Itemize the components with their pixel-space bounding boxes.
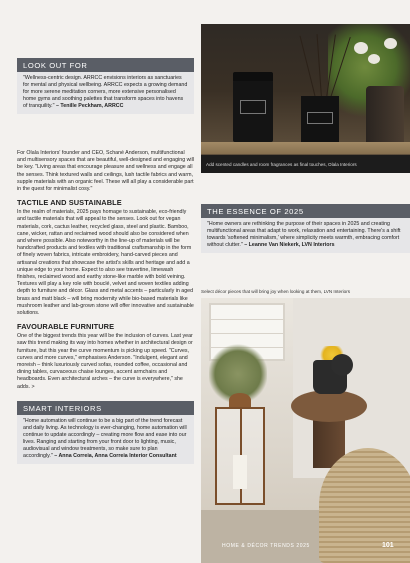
smart-interiors-body [17, 415, 194, 461]
wooden-tray [201, 142, 410, 154]
look-out-for-body [17, 72, 194, 111]
vase-image [366, 86, 404, 146]
essence-quote: "Home owners are rethinking the purpose of their spaces in 2025 and creating multifunctional areas that adapt to work, relaxation and entertaining. There's a shift towards 'softened minimalism,' where simplicity meets warmth, embracing comfort without clutter." [207, 221, 401, 248]
look-out-for-box [17, 58, 194, 114]
look-out-for-quote: "Wellness-centric design. ARRCC envisions interiors as sanctuaries for mental and physical wellbeing. ARRCC expects a growing demand for more serene meditation corners, more extensive personalised home gyms and soothing palettes that transform spaces into havens of tranquility." [23, 75, 188, 109]
magazine-footer: HOME & DÉCOR TRENDS 2025 [222, 543, 310, 549]
look-out-for-attribution: – Tenille Peckham, ARRCC [56, 102, 124, 109]
black-sphere-decor [331, 354, 353, 376]
essence-heading: THE ESSENCE OF 2025 [201, 204, 410, 218]
woven-basket-image [319, 448, 410, 563]
smart-interiors-heading: SMART INTERIORS [17, 401, 194, 415]
look-out-for-heading: LOOK OUT FOR [17, 58, 194, 72]
smart-interiors-attribution: – Anna Correia, Anna Correia Interior Consultant [54, 452, 177, 459]
decor-caption: Select décor pieces that will bring joy when looking at them, LVN Interiors [201, 289, 351, 294]
interior-photo [201, 298, 410, 563]
favourable-text: One of the biggest trends this year will be the inclusion of curves. Last year saw this trend making its way into homes whether in architectural design or furniture, but this year the curve momentum is picking up speed. "Curves, curves and more curves," emphasises Anderson. "Indulgent, elegant and moreish – think luxuriously curved sofas, rounded coffee, occasional and dining tables, curvaceous chaise lounges, accent armchairs and headboards. Even architectural arches – the curve is everywhere," she adds. [17, 333, 193, 390]
essence-box [201, 204, 410, 253]
favourable-body [17, 333, 194, 391]
essence-attribution: – Leanne Van Niekerk, LVN Interiors [244, 241, 335, 248]
page-number: 101 [382, 542, 394, 549]
smart-interiors-quote: "Home automation will continue to be a big part of the trend forecast and daily living. As technology is ever-changing, home automation will continue to update accordingly – creating more flow and ease into our lives. Ranging and starting from your front door to lighting, music, audiovisual and window treatments, so make sure to plan accordingly." [23, 417, 187, 459]
smart-interiors-box [17, 401, 194, 464]
candle-jar-large [233, 80, 273, 142]
favourable-heading: FAVOURABLE FURNITURE [17, 322, 115, 332]
tactile-heading: TACTILE AND SUSTAINABLE [17, 198, 122, 208]
tactile-body: In the realm of materials, 2025 pays homage to sustainable, eco-friendly and tactile materials that will appeal to the senses. Look out for vegan materials, cork, cactus leather, recycled glass, steel and plastic. Bamboo, cane, wicker, rattan and reclaimed wood should also be considered when and where possible. Also noteworthy in the line-up of materials will be handcrafted products and textiles with traditional craftsmanship in the form of finely woven fabrics, intricate embroidery, hand-carved pieces and artisanal creations that showcase the artist's skills and heritage and add a unique edge to your home. Expect to also see travertine, limewash finishes, reclaimed wood and earthy stone-like marble with bold veining. Textures will play a key role with bouclé, velvet and woven textiles adding depth to furniture and décor. Glass and metal accents – particularly in aged brass and matt black – will bring modernity while bio-based materials like mushroom leather and lab-grown stone will offer innovative and sustainable solutions. [17, 209, 194, 316]
candles-caption: Add scented candles and room fragrances as final touches, Olala Interiors [201, 155, 410, 173]
intro-paragraph: For Olala Interiors' founder and CEO, Schané Anderson, multifunctional and multisensory spaces that are beautiful, well-designed and engaging will be key. "Living areas that encourage pleasure and wellness and engage all the senses. Think textured walls and ceilings, lush tactile fabrics and warm, supple materials with an organic feel. These will all play a considerable part in the quest for minimalist cosy." [17, 149, 194, 192]
essence-body [201, 218, 410, 250]
reed-diffuser-sticks [313, 34, 333, 98]
right-column [201, 204, 410, 253]
candle-jar-small [301, 96, 339, 146]
lantern-image [211, 393, 269, 509]
left-column [17, 58, 194, 464]
chevron-right-icon: > [31, 383, 35, 390]
candles-photo [201, 24, 410, 173]
